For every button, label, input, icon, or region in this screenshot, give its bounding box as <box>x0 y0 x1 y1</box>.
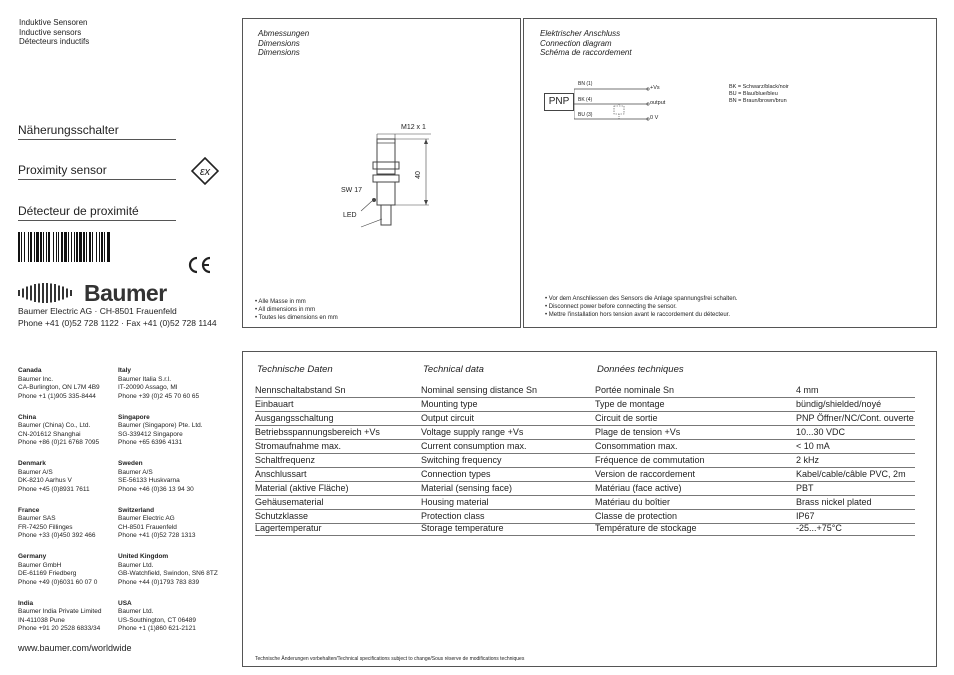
wire-label-bn: BN (1) <box>578 81 593 87</box>
barcode-bar <box>61 232 63 262</box>
connection-title-fr: Schéma de raccordement <box>540 48 632 57</box>
dimensions-title-en: Dimensions <box>258 38 300 48</box>
contact-line: FR-74250 Fillinges <box>18 523 73 531</box>
barcode-bar <box>74 232 75 262</box>
contact-line: DK-8210 Aarhus V <box>18 477 72 485</box>
dimensions-title-fr: Dimensions <box>258 48 300 57</box>
barcode-bar <box>71 232 72 262</box>
signal-0v: 0 V <box>650 115 659 121</box>
logo-stripe <box>54 284 56 302</box>
barcode-bar <box>68 232 69 262</box>
contact-line: SE-56133 Huskvarna <box>118 477 180 485</box>
svg-text:εx: εx <box>199 166 211 178</box>
contact-line: SG-339412 Singapore <box>118 430 183 438</box>
wrench-size-label: SW 17 <box>341 187 363 194</box>
contact-india <box>18 600 101 634</box>
contact-line: Baumer Ltd. <box>118 608 154 616</box>
barcode-bar <box>96 232 97 262</box>
contact-sweden <box>118 460 194 494</box>
barcode-bar <box>43 232 44 262</box>
contact-line: Phone +65 6396 4131 <box>118 439 183 447</box>
tech-label-fr: Type de montage <box>595 399 665 409</box>
barcode-bar <box>58 232 59 262</box>
legend-bk: BK = Schwarz/black/noir <box>729 84 789 90</box>
company-phone: Phone +41 (0)52 728 1122 · Fax +41 (0)52 728 1144 <box>18 318 217 328</box>
contact-country: Germany <box>18 553 47 560</box>
barcode-bar <box>76 232 78 262</box>
dimensions-note-fr: • Toutes les dimensions en mm <box>255 315 338 321</box>
contact-country: Sweden <box>118 460 143 467</box>
tech-label-de: Betriebsspannungsbereich +Vs <box>255 427 380 437</box>
tech-label-en: Housing material <box>421 497 489 507</box>
contact-line: CA-Burlington, ON L7M 4B9 <box>18 384 100 392</box>
company-address: Baumer Electric AG · CH-8501 Frauenfeld <box>18 306 177 316</box>
tech-label-en: Voltage supply range +Vs <box>421 427 524 437</box>
tech-label-de: Anschlussart <box>255 469 307 479</box>
tech-header-en: Technical data <box>423 364 484 375</box>
logo-stripe <box>26 287 28 300</box>
tech-label-en: Mounting type <box>421 399 478 409</box>
tech-label-fr: Circuit de sortie <box>595 413 658 423</box>
tech-label-en: Connection types <box>421 469 491 479</box>
tech-label-de: Schutzklasse <box>255 511 309 521</box>
contact-denmark <box>18 460 90 494</box>
contact-germany <box>18 553 97 587</box>
barcode-bar <box>24 232 25 262</box>
tech-label-de: Lagertemperatur <box>255 523 322 533</box>
tech-row <box>243 413 936 426</box>
tech-label-en: Switching frequency <box>421 455 502 465</box>
row-divider <box>255 439 915 440</box>
contact-line: GB-Watchfield, Swindon, SN6 8TZ <box>118 570 218 578</box>
product-name-en: Proximity sensor <box>18 163 107 177</box>
wire-label-bu: BU (3) <box>578 112 593 118</box>
tech-value: < 10 mA <box>796 441 830 451</box>
tech-label-de: Material (aktive Fläche) <box>255 483 349 493</box>
dimensions-panel <box>242 18 521 328</box>
contact-line: Baumer Ltd. <box>118 561 154 569</box>
technical-data-panel <box>242 351 937 667</box>
row-divider <box>255 495 915 496</box>
contact-line: Phone +91 20 2528 6833/34 <box>18 625 101 633</box>
barcode-bar <box>92 232 93 262</box>
tech-value: Brass nickel plated <box>796 497 872 507</box>
tech-row <box>243 523 936 536</box>
signal-vs: +Vs <box>650 85 660 91</box>
connection-title-de: Elektrischer Anschluss <box>540 29 621 38</box>
barcode-bar <box>53 232 54 262</box>
barcode-bar <box>89 232 91 262</box>
tech-value: Kabel/cable/câble PVC, 2m <box>796 469 906 479</box>
tech-label-fr: Matériau du boîtier <box>595 497 671 507</box>
logo-stripe <box>46 283 48 303</box>
barcode-bar <box>34 232 35 262</box>
pnp-block: PNP <box>544 93 574 111</box>
tech-label-en: Storage temperature <box>421 523 504 533</box>
contact-line: Baumer (China) Co., Ltd. <box>18 422 91 430</box>
header-line-de: Induktive Sensoren <box>19 18 88 27</box>
logo-stripe <box>42 283 44 303</box>
barcode-bar <box>56 232 57 262</box>
legend-bn: BN = Braun/brown/brun <box>729 98 787 104</box>
legend-bu: BU = Blau/blue/bleu <box>729 91 778 97</box>
contact-line: US-Southington, CT 06489 <box>118 616 196 624</box>
contact-country: France <box>18 506 40 514</box>
connection-notes <box>545 295 738 319</box>
tech-footer: Technische Änderungen vorbehalten/Technical specifications subject to change/Sous réserve de modifications techniques <box>255 656 525 662</box>
contact-country: Canada <box>18 367 42 374</box>
baumer-logo: Baumer <box>84 280 167 306</box>
ce-mark-icon <box>185 256 213 274</box>
color-legend <box>729 84 789 105</box>
contact-france <box>18 507 96 541</box>
barcode-bar <box>48 232 50 262</box>
tech-label-de: Nennschaltabstand Sn <box>255 385 346 395</box>
barcode-bar <box>40 232 42 262</box>
product-name-de: Näherungsschalter <box>18 123 119 137</box>
contact-line: Phone +39 (0)2 45 70 60 65 <box>118 392 200 400</box>
tech-label-en: Nominal sensing distance Sn <box>421 385 538 395</box>
tech-label-fr: Plage de tension +Vs <box>595 427 681 437</box>
connection-panel <box>523 18 937 328</box>
contact-line: Phone +41 (0)52 728 1313 <box>118 532 196 540</box>
dimensions-note-en: • All dimensions in mm <box>255 307 316 313</box>
contact-line: Baumer (Singapore) Pte. Ltd. <box>118 422 203 430</box>
barcode-bar <box>99 232 100 262</box>
tech-row <box>243 455 936 468</box>
row-divider <box>255 467 915 468</box>
contact-line: Baumer A/S <box>18 468 53 476</box>
baumer-logo-stripes-icon <box>18 283 76 303</box>
row-divider <box>255 411 915 412</box>
tech-label-en: Material (sensing face) <box>421 483 513 493</box>
tech-value: bündig/shielded/noyé <box>796 399 882 409</box>
contact-switzerland <box>118 507 196 541</box>
contact-line: Phone +49 (0)6031 60 07 0 <box>18 578 98 586</box>
tech-header-fr: Données techniques <box>597 364 684 375</box>
logo-stripe <box>58 286 60 301</box>
contact-line: Phone +1 (1)905 335-8444 <box>18 392 96 400</box>
contact-line: Phone +44 (0)1793 783 839 <box>118 578 200 586</box>
contact-line: Phone +46 (0)36 13 94 30 <box>118 485 194 493</box>
contact-line: CN-201612 Shanghai <box>18 430 81 438</box>
led-label: LED <box>343 212 357 219</box>
connection-title <box>540 29 632 58</box>
tech-value: PBT <box>796 483 814 493</box>
tech-value: IP67 <box>796 511 815 521</box>
tech-header-de: Technische Daten <box>257 364 333 375</box>
contact-italy <box>118 367 199 401</box>
contact-china <box>18 414 99 448</box>
length-label: 40 <box>414 171 422 179</box>
row-divider <box>255 397 915 398</box>
website-link[interactable]: www.baumer.com/worldwide <box>18 643 132 653</box>
tech-row <box>243 483 936 496</box>
tech-label-fr: Portée nominale Sn <box>595 385 675 395</box>
tech-label-de: Gehäusematerial <box>255 497 324 507</box>
tech-label-fr: Matériau (face active) <box>595 483 682 493</box>
tech-label-en: Output circuit <box>421 413 475 423</box>
connection-title-en: Connection diagram <box>540 38 612 48</box>
barcode-bar <box>104 232 105 262</box>
contact-line: Phone +86 (0)21 6768 7095 <box>18 439 100 447</box>
barcode-icon <box>18 232 134 262</box>
header-line-en: Inductive sensors <box>19 27 82 37</box>
contact-line: Baumer Italia S.r.l. <box>118 375 172 383</box>
signal-output: output <box>650 100 666 106</box>
contact-country: Switzerland <box>118 506 155 514</box>
tech-row <box>243 385 936 398</box>
contact-country: United Kingdom <box>118 553 169 560</box>
contact-country: India <box>18 599 34 607</box>
contact-country: USA <box>118 599 132 607</box>
contact-line: CH-8501 Frauenfeld <box>118 523 177 531</box>
connection-note-en: • Disconnect power before connecting the sensor. <box>545 304 677 310</box>
barcode-bar <box>83 232 85 262</box>
row-divider <box>255 425 915 426</box>
barcode-bar <box>30 232 32 262</box>
divider <box>18 179 176 180</box>
barcode-bar <box>101 232 103 262</box>
divider <box>18 220 176 221</box>
row-divider <box>255 453 915 454</box>
tech-label-fr: Fréquence de commutation <box>595 455 705 465</box>
barcode-bar <box>79 232 82 262</box>
tech-row <box>243 497 936 510</box>
dimensions-notes <box>255 298 338 322</box>
tech-label-de: Stromaufnahme max. <box>255 441 342 451</box>
tech-label-fr: Température de stockage <box>595 523 697 533</box>
tech-label-en: Protection class <box>421 511 485 521</box>
contact-line: IT-20090 Assago, MI <box>118 384 178 392</box>
contact-country: Denmark <box>18 460 46 467</box>
contact-united-kingdom <box>118 553 218 587</box>
tech-row <box>243 441 936 454</box>
logo-stripe <box>18 290 20 296</box>
header-category <box>19 18 89 47</box>
tech-label-de: Ausgangsschaltung <box>255 413 334 423</box>
row-divider <box>255 509 915 510</box>
contact-line: Baumer GmbH <box>18 561 62 569</box>
barcode-bar <box>28 232 29 262</box>
thread-label: M12 x 1 <box>401 124 426 131</box>
contact-singapore <box>118 414 203 448</box>
contact-line: Baumer Inc. <box>18 375 54 383</box>
barcode-bar <box>107 232 110 262</box>
row-divider <box>255 481 915 482</box>
logo-stripe <box>30 286 32 301</box>
barcode-bar <box>64 232 67 262</box>
barcode-bar <box>18 232 20 262</box>
tech-row <box>243 469 936 482</box>
contact-line: Baumer India Private Limited <box>18 608 102 616</box>
tech-label-fr: Consommation max. <box>595 441 678 451</box>
tech-value: -25...+75°C <box>796 523 842 533</box>
barcode-bar <box>36 232 39 262</box>
barcode-bar <box>46 232 47 262</box>
header-line-fr: Détecteurs inductifs <box>19 37 90 46</box>
contact-line: Phone +33 (0)450 392 466 <box>18 532 96 540</box>
dimensions-note-de: • Alle Masse in mm <box>255 299 306 305</box>
tech-label-en: Current consumption max. <box>421 441 527 451</box>
tech-label-fr: Classe de protection <box>595 511 678 521</box>
contact-country: Singapore <box>118 413 150 421</box>
contact-canada <box>18 367 100 401</box>
contact-line: IN-411038 Pune <box>18 616 65 624</box>
logo-stripe <box>50 284 52 303</box>
divider <box>18 139 176 140</box>
contact-usa <box>118 600 196 634</box>
logo-stripe <box>38 284 40 303</box>
tech-label-de: Schaltfrequenz <box>255 455 316 465</box>
tech-row <box>243 427 936 440</box>
connection-note-fr: • Mettre l'installation hors tension avant le raccordement du détecteur. <box>545 312 731 318</box>
atex-ex-icon <box>191 157 219 185</box>
logo-stripe <box>34 284 36 302</box>
tech-value: 10...30 VDC <box>796 427 846 437</box>
contact-country: Italy <box>118 367 132 374</box>
contact-line: Phone +45 (0)8931 7611 <box>18 485 90 493</box>
tech-label-fr: Version de raccordement <box>595 469 696 479</box>
tech-row <box>243 399 936 412</box>
wire-label-bk: BK (4) <box>578 97 593 103</box>
barcode-bar <box>21 232 22 262</box>
contact-line: Baumer SAS <box>18 515 56 523</box>
logo-stripe <box>70 290 72 296</box>
contact-country: China <box>18 413 37 421</box>
tech-value: 4 mm <box>796 385 819 395</box>
tech-label-de: Einbauart <box>255 399 294 409</box>
logo-stripe <box>66 289 68 298</box>
logo-stripe <box>62 287 64 300</box>
contact-line: DE-61169 Friedberg <box>18 570 77 578</box>
dimensions-title-de: Abmessungen <box>258 29 310 38</box>
contact-line: Baumer A/S <box>118 468 153 476</box>
barcode-bar <box>86 232 87 262</box>
product-name-fr: Détecteur de proximité <box>18 204 139 218</box>
technical-data-table <box>243 385 936 635</box>
connection-note-de: • Vor dem Anschliessen des Sensors die Anlage spannungsfrei schalten. <box>545 296 738 302</box>
row-divider <box>255 535 915 536</box>
logo-stripe <box>22 289 24 298</box>
tech-value: PNP Öffner/NC/Cont. ouverte <box>796 413 914 423</box>
contact-line: Baumer Electric AG <box>118 515 175 523</box>
tech-value: 2 kHz <box>796 455 820 465</box>
dimensions-title <box>258 29 309 58</box>
contact-line: Phone +1 (1)860 621-2121 <box>118 625 196 633</box>
